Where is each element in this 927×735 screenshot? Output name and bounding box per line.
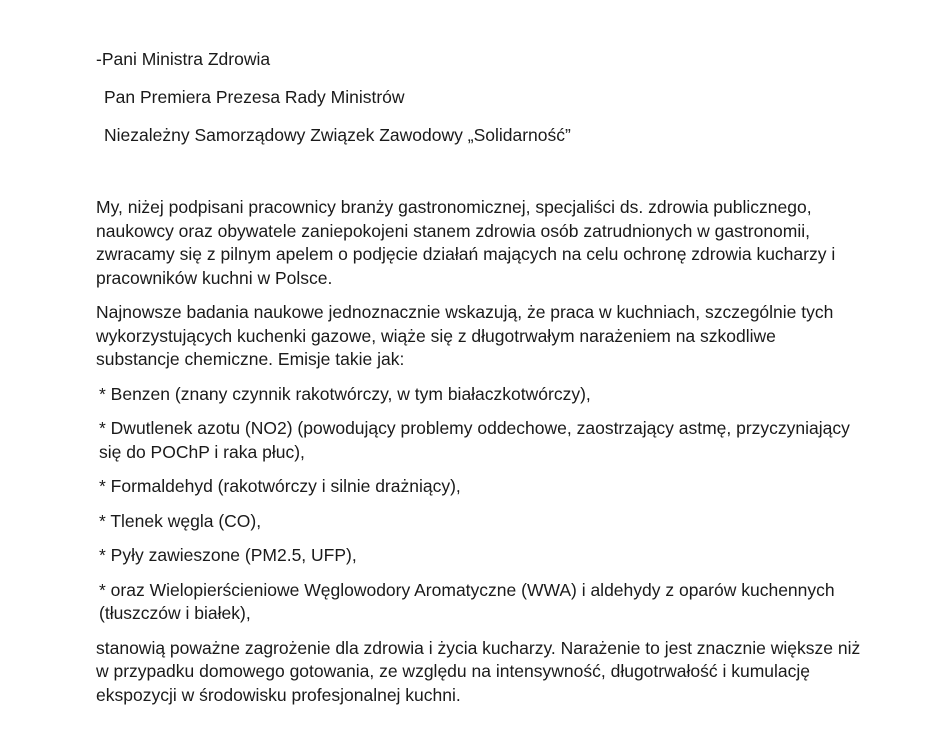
emission-item-particulates: * Pyły zawieszone (PM2.5, UFP), [99,545,357,565]
paragraph-intro: My, niżej podpisani pracownicy branży gastronomicznej, specjaliści ds. zdrowia publicznego, naukowcy oraz obywatele zaniepokojeni stanem zdrowia osób zatrudnionych w gastronomii, zwracamy się z pilnym apelem o podjęcie działań mających na celu ochronę zdrowia kucharzy i pracowników kuchni w Polsce. [96,197,836,288]
paragraph-conclusion: stanowią poważne zagrożenie dla zdrowia i życia kucharzy. Narażenie to jest znacznie większe niż w przypadku domowego gotowania, ze względu na intensywność, długotrwałość i kumulację ekspozycji w środowisku profesjonalnej kuchni. [96,637,861,705]
emission-item-formaldehyde: * Formaldehyd (rakotwórczy i silnie drażniący), [99,476,461,496]
letter-body [96,196,864,718]
emission-item-no2: * Dwutlenek azotu (NO2) (powodujący problemy oddechowe, zaostrzający astmę, przyczyniający się do POChP i raka płuc), [99,418,850,462]
emission-item-benzene: * Benzen (znany czynnik rakotwórczy, w tym białaczkotwórczy), [99,383,591,404]
paragraph-research: Najnowsze badania naukowe jednoznacznie wskazują, że praca w kuchniach, szczególnie tych wykorzystujących kuchenki gazowe, wiąże się z długotrwałym narażeniem na szkodliwe substancje chemiczne. Emisje takie jak: [96,302,834,369]
emission-item-co: * Tlenek węgla (CO), [99,510,262,531]
emission-item-pah-aldehydes: * oraz Wielopierścieniowe Węglowodory Aromatyczne (WWA) i aldehydy z oparów kuchennych (tłuszczów i białek), [99,579,835,623]
recipient-prime-minister: Pan Premiera Prezesa Rady Ministrów [104,87,405,107]
recipient-minister-of-health: -Pani Ministra Zdrowia [96,49,271,69]
recipient-solidarnosc-union: Niezależny Samorządowy Związek Zawodowy „Solidarność” [104,125,571,145]
